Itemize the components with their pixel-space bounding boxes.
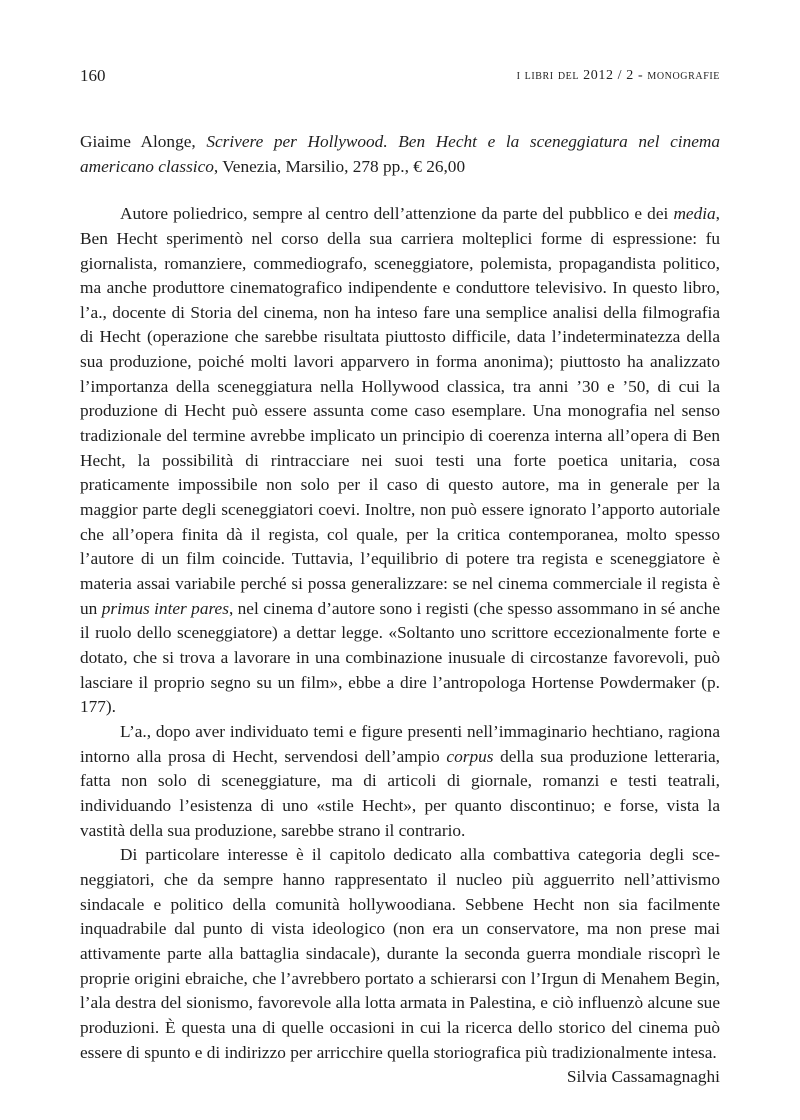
paragraph-text: Di particolare interesse è il capitolo dedicato alla combattiva categoria degli sceneggiatori, che da sempre hanno rappresentato il nucleo più agguerrito nell’attivismo sindacale e politico della comunità hollywoodiana. Sebbene Hecht non sia facilmente inquadrabile dal punto di vista ideologico (non era un conservatore, ma non prese mai attivamente parte alla battaglia sindacale), durante la seconda guerra mondiale riscoprì le proprie origini ebraiche, che l’avrebbero portato a schierarsi con l’Irgun di Menahem Begin, l’ala destra del sionismo, favorevole alla lotta armata in Palestina, e ciò influenzò alcune sue produzioni. È questa una di quelle occasioni in cui la ricerca dello storico del cinema può essere di spunto e di indirizzo per arricchire quella storiografica più tradizionalmente intesa. — [80, 845, 720, 1062]
review-paragraph — [80, 843, 720, 1065]
italic-text: media — [673, 204, 716, 224]
review-paragraph — [80, 720, 720, 843]
citation-title: Scrivere per Hollywood. Ben Hecht e la sceneggiatura nel cinema americano classico — [80, 132, 720, 176]
review-signature: Silvia Cassamagnaghi — [566, 1067, 720, 1087]
paragraph-text: , nel cinema d’autore sono i registi (che spesso assommano in sé anche il ruolo dello sceneggiatore) a dettar legge. «Soltanto uno scrittore eccezionalmente forte e dotato, che si trova a lavorare in una combinazione inusuale di circostanze favorevoli, può lasciare il proprio segno su un film», ebbe a dire l’antropologa Hortense Powdermaker (p. 177). — [80, 598, 720, 717]
italic-text: primus inter pares — [101, 598, 229, 618]
paragraph-text: , Ben Hecht sperimentò nel corso della sua carriera molteplici forme di espressione: fu giornalista, romanziere, commediografo, sceneggiatore, polemista, propagandista politico, ma anche produttore cinematografico indipendente e conduttore televisivo. In questo libro, l’a., docente di Storia del cinema, non ha inteso fare una semplice analisi della filmografia di Hecht (operazione che sarebbe risultata piuttosto difficile, data l’indeterminatezza della sua produzione, poiché molti lavori apparvero in forma anonima); piuttosto ha analizzato l’importanza della sceneggiatura nella Hollywood classica, tra anni ’30 e ’50, di cui la produzione di Hecht può essere assunta come caso esemplare. Una monografia nel senso tradizionale del termine avrebbe implicato un principio di coerenza interna all’opera di Ben Hecht, la possibilità di rintracciare nei suoi testi una forte poetica unitaria, cosa praticamente impossibile non solo per il caso di questo autore, ma in generale per la maggior parte degli sceneggiatori coevi. Inoltre, non può essere ignorato l’apporto autoriale che all’opera finita dà il regista, col quale, per la critica contemporanea, molto spesso l’autore di un film coincide. Tuttavia, l’equilibrio di potere tra regista e sceneggiatore è materia assai variabile perché si possa generalizzare: se nel cinema commerciale il regista è un — [80, 204, 720, 618]
running-title: i libri del 2012 / 2 - monografie — [516, 68, 720, 83]
paragraph-text: della sua produzione letteraria, fatta non solo di sceneggiature, ma di articoli di giornale, romanzi e testi teatrali, individuando l’esistenza di uno «stile Hecht», per quanto discontinuo; e forse, vista la vastità della sua produzione, sarebbe strano il contrario. — [80, 746, 720, 840]
review-paragraphs — [80, 202, 720, 1065]
paragraph-text: L’a., dopo aver individuato temi e figure presenti nell’immaginario hechtiano, ragiona intorno alla prosa di Hecht, servendosi dell’ampio — [80, 721, 720, 766]
book-citation — [80, 130, 720, 179]
review-body — [80, 130, 720, 1090]
citation-details: , Venezia, Marsilio, 278 pp., € 26,00 — [213, 156, 466, 176]
page-number: 160 — [80, 66, 106, 85]
running-head — [80, 66, 720, 90]
paragraph-text: Autore poliedrico, sempre al centro dell’attenzione da parte del pubblico e dei — [120, 204, 674, 224]
citation-author: Giaime Alonge, — [80, 132, 207, 151]
review-paragraph — [80, 202, 720, 720]
italic-text: corpus — [446, 746, 494, 766]
